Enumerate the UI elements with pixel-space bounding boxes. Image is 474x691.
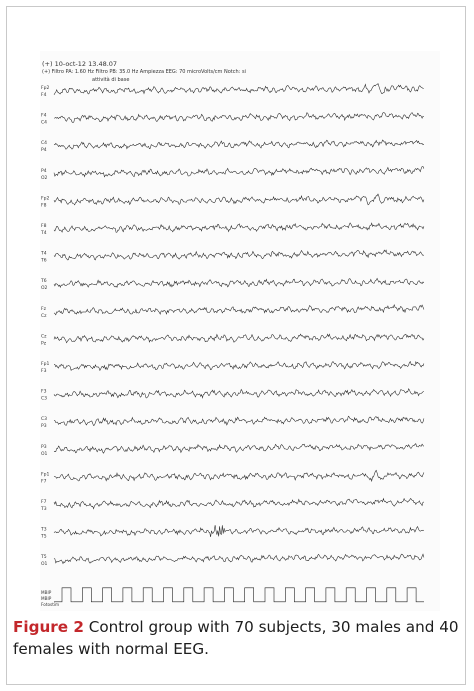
channel-label-bottom: F7 bbox=[41, 479, 47, 485]
eeg-channel-trace bbox=[54, 554, 424, 563]
eeg-channel-trace bbox=[54, 525, 424, 537]
channel-label-bottom: F8 bbox=[41, 203, 47, 209]
channel-label-bottom: P4 bbox=[41, 148, 47, 154]
channel-label-top: P3 bbox=[41, 444, 47, 450]
channel-label-bottom: Cz bbox=[41, 313, 47, 319]
channel-label-bottom: F3 bbox=[41, 369, 47, 374]
channel-label-top: Fp2 bbox=[41, 86, 50, 91]
channel-label-top: Cz bbox=[41, 334, 47, 340]
channel-label-bottom: O1 bbox=[41, 562, 48, 568]
channel-label-top: T6 bbox=[41, 279, 47, 285]
figure-caption bbox=[13, 616, 463, 660]
eeg-channel-trace bbox=[54, 499, 424, 509]
channel-label-top: T4 bbox=[41, 251, 47, 257]
eeg-recording bbox=[40, 51, 440, 611]
channel-label-bottom: C3 bbox=[41, 396, 48, 402]
channel-label-bottom: F4 bbox=[41, 93, 47, 98]
channel-label-bottom: T4 bbox=[41, 231, 47, 236]
eeg-channel-trace bbox=[54, 444, 424, 454]
eeg-channel-trace bbox=[54, 305, 424, 315]
channel-label-bottom: P3 bbox=[41, 424, 47, 430]
figure-caption-text: Control group with 70 subjects, 30 males and 40 females with normal EEG. bbox=[13, 618, 459, 658]
eeg-traces bbox=[40, 51, 440, 611]
eeg-channel-trace bbox=[54, 223, 424, 232]
eeg-channel-trace bbox=[54, 389, 424, 398]
eeg-channel-trace bbox=[54, 84, 424, 95]
channel-label-bottom: Pz bbox=[41, 341, 47, 347]
channel-label-top: T5 bbox=[41, 555, 47, 561]
channel-label-top: P4 bbox=[41, 168, 47, 174]
channel-label-bottom: O2 bbox=[41, 286, 48, 292]
channel-label-top: C3 bbox=[41, 417, 48, 423]
channel-label-top: Fp2 bbox=[41, 196, 50, 202]
eeg-channel-trace bbox=[54, 416, 424, 425]
eeg-channel-trace bbox=[54, 166, 424, 176]
recording-timestamp: (+) 10-oct-12 13.48.07 bbox=[42, 60, 118, 68]
eeg-channel-trace bbox=[54, 250, 424, 260]
channel-label-top: Fp1 bbox=[41, 472, 50, 478]
channel-label-top: F4 bbox=[41, 113, 47, 119]
channel-label-bottom: C4 bbox=[41, 120, 48, 126]
figure-label: Figure 2 bbox=[13, 618, 84, 636]
eeg-channel-trace bbox=[54, 334, 424, 343]
channel-label-bottom: O1 bbox=[41, 451, 48, 457]
channel-label-top: T3 bbox=[41, 527, 47, 533]
eeg-channel-trace bbox=[54, 470, 424, 481]
photic-stimulation-trace bbox=[54, 588, 424, 602]
stimulation-label: MBIP bbox=[41, 589, 52, 595]
channel-label-bottom: T5 bbox=[41, 534, 47, 540]
channel-label-top: C4 bbox=[41, 141, 48, 147]
channel-label-top: Fp1 bbox=[41, 362, 50, 367]
channel-label-bottom: T3 bbox=[41, 507, 47, 512]
channel-label-top: F3 bbox=[41, 389, 47, 395]
channel-label-bottom: T6 bbox=[41, 258, 47, 264]
eeg-channel-trace bbox=[54, 278, 424, 287]
channel-label-bottom: O2 bbox=[41, 175, 48, 181]
eeg-channel-trace bbox=[54, 362, 424, 371]
channel-label-top: F7 bbox=[41, 500, 47, 505]
stimulation-label: MBIP bbox=[41, 595, 52, 601]
recording-settings: (+) Filtro PA: 1.60 Hz Filtro PB: 35.0 Hz Ampiezza EEG: 70 microVolts/cm Notch: si bbox=[42, 69, 246, 75]
eeg-channel-trace bbox=[54, 194, 424, 205]
recording-condition: attività di base bbox=[92, 77, 130, 83]
eeg-channel-trace bbox=[54, 113, 424, 123]
eeg-channel-trace bbox=[54, 140, 424, 149]
channel-label-top: F8 bbox=[41, 224, 47, 229]
stimulation-label: Fotostim bbox=[41, 601, 60, 607]
channel-label-top: Fz bbox=[41, 306, 46, 312]
figure-frame bbox=[6, 6, 466, 685]
